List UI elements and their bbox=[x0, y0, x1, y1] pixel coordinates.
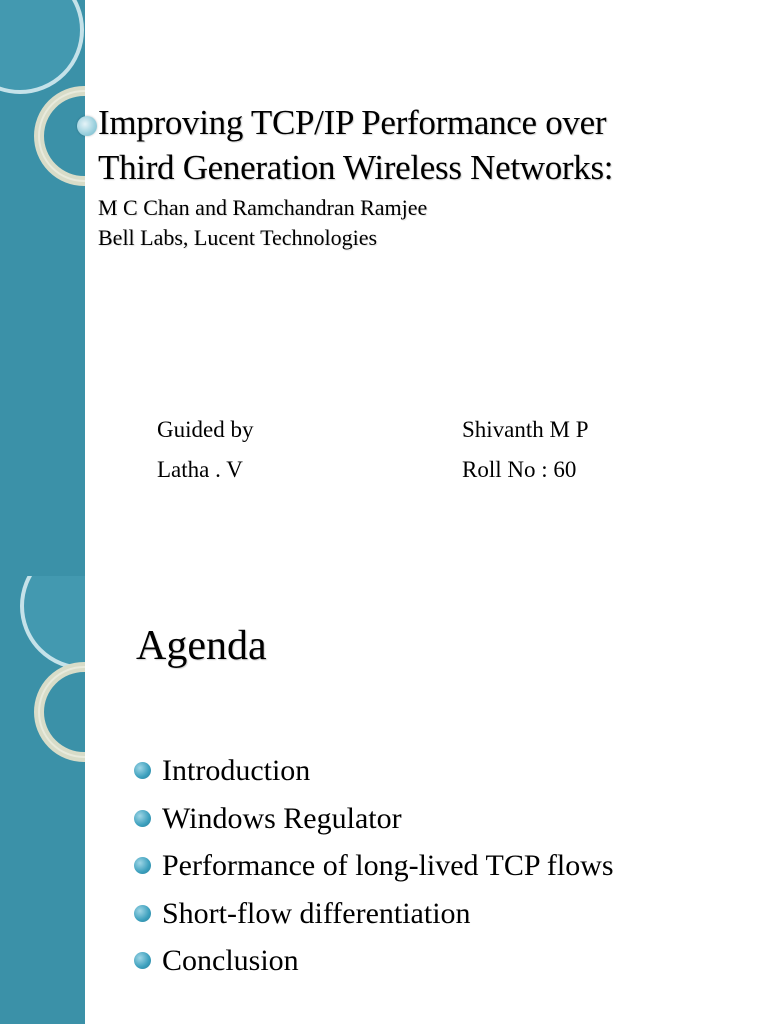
agenda-item-label: Windows Regulator bbox=[162, 801, 402, 835]
guide-block bbox=[157, 410, 253, 490]
ring-decoration-icon bbox=[0, 576, 85, 1024]
guide-name: Latha . V bbox=[157, 457, 243, 482]
circle-marker-icon bbox=[77, 116, 97, 136]
title-line: Improving TCP/IP Performance over bbox=[98, 103, 607, 142]
agenda-item-label: Short-flow differentiation bbox=[162, 896, 471, 930]
slide-subtitle bbox=[98, 193, 738, 253]
slide-title bbox=[98, 100, 758, 190]
student-block bbox=[462, 410, 589, 490]
authors: M C Chan and Ramchandran Ramjee bbox=[98, 195, 428, 220]
circle-bullet-icon bbox=[134, 857, 151, 874]
circle-bullet-icon bbox=[134, 952, 151, 969]
sidebar-decoration bbox=[0, 512, 85, 576]
slide-gap bbox=[0, 512, 768, 576]
agenda-slide bbox=[0, 576, 768, 1024]
guide-label: Guided by bbox=[157, 417, 254, 442]
agenda-title: Agenda bbox=[136, 623, 267, 669]
title-line: Third Generation Wireless Networks: bbox=[98, 148, 614, 187]
agenda-item-label: Performance of long-lived TCP flows bbox=[162, 849, 614, 882]
circle-bullet-icon bbox=[134, 810, 151, 827]
circle-bullet-icon bbox=[134, 762, 151, 779]
sidebar-decoration bbox=[0, 0, 85, 512]
affiliation: Bell Labs, Lucent Technologies bbox=[98, 225, 378, 250]
student-name: Shivanth M P bbox=[462, 417, 589, 442]
circle-bullet-icon bbox=[134, 905, 151, 922]
student-roll: Roll No : 60 bbox=[462, 457, 577, 482]
sidebar-decoration bbox=[0, 576, 85, 1024]
agenda-item-label: Introduction bbox=[162, 754, 311, 787]
ring-decoration-icon bbox=[0, 0, 85, 512]
agenda-item-label: Conclusion bbox=[162, 944, 299, 977]
